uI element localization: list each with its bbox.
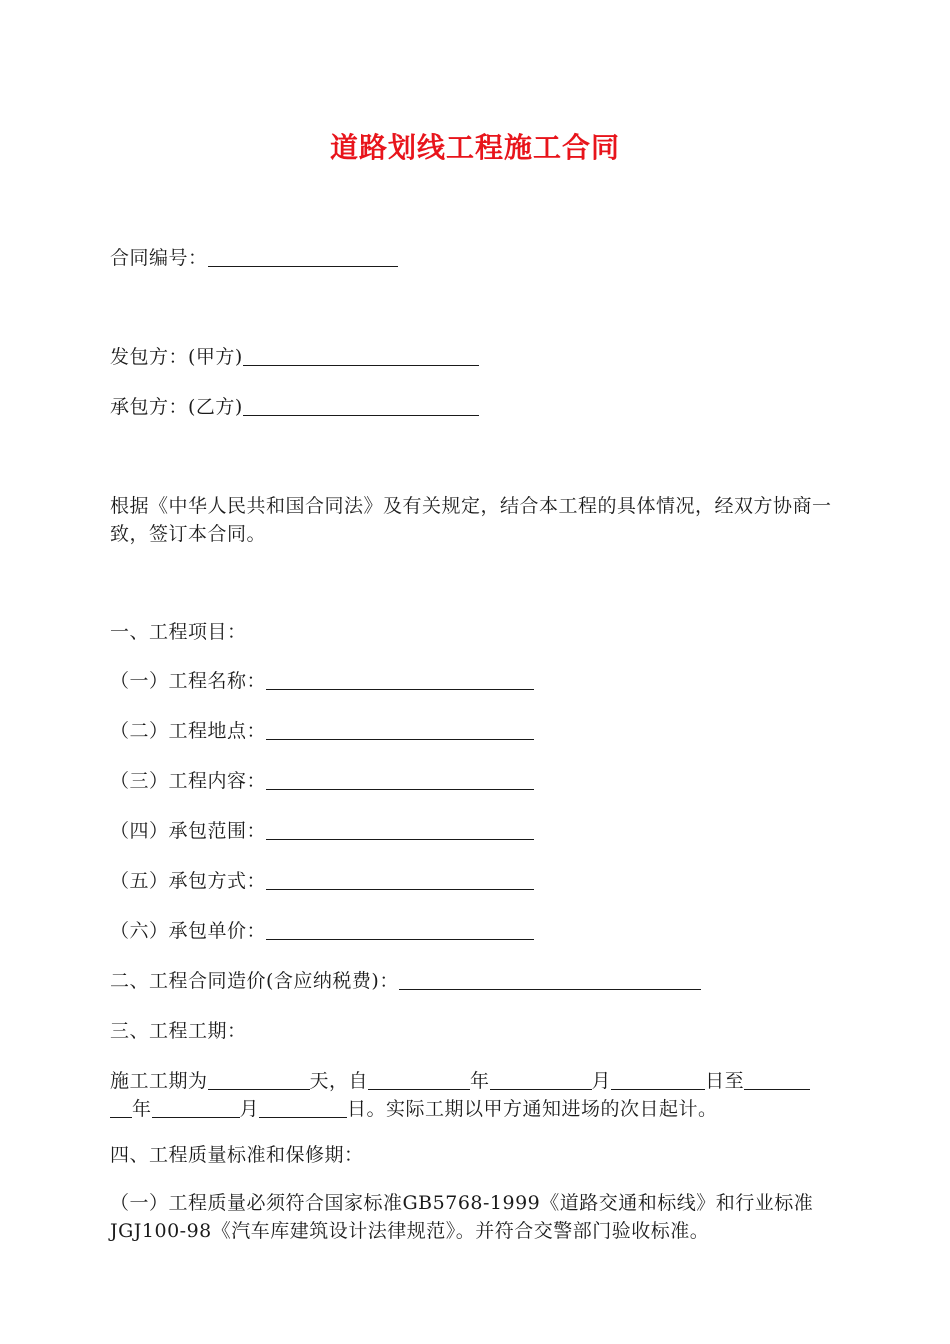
schedule-text: 月 [239, 1098, 260, 1120]
end-year-blank-b[interactable] [110, 1097, 132, 1118]
project-location-blank[interactable] [266, 719, 534, 740]
project-item-label: （四）承包范围： [110, 820, 267, 842]
project-price-blank[interactable] [266, 919, 534, 940]
project-item-label: （三）工程内容： [110, 770, 267, 792]
schedule-line-1 [110, 1066, 810, 1096]
project-scope-blank[interactable] [266, 819, 534, 840]
project-item [110, 916, 534, 946]
section2-heading: 二、工程合同造价(含应纳税费)： [110, 970, 399, 992]
section1-heading: 一、工程项目： [110, 621, 247, 643]
contract-no-label: 合同编号： [110, 247, 208, 269]
schedule-text: 日至 [705, 1070, 745, 1092]
party-a-label: 发包方：(甲方) [110, 346, 243, 368]
start-month-blank[interactable] [490, 1069, 592, 1090]
start-day-blank[interactable] [611, 1069, 705, 1090]
intro-paragraph: 根据《中华人民共和国合同法》及有关规定，结合本工程的具体情况，经双方协商一致，签订本合同。 [110, 495, 832, 545]
duration-days-blank[interactable] [208, 1069, 310, 1090]
contract-price-blank[interactable] [399, 969, 701, 990]
schedule-text: 天，自 [309, 1070, 369, 1092]
schedule-text: 日。实际工期以甲方通知进场的次日起计。 [347, 1098, 718, 1120]
schedule-text: 年 [132, 1098, 152, 1120]
end-day-blank[interactable] [259, 1097, 347, 1118]
project-item-label: （二）工程地点： [110, 720, 267, 742]
project-item-label: （六）承包单价： [110, 920, 267, 942]
contract-no-line [110, 243, 398, 273]
project-item [110, 816, 534, 846]
schedule-text: 施工工期为 [110, 1070, 208, 1092]
schedule-text: 年 [470, 1070, 490, 1092]
section3-heading: 三、工程工期： [110, 1020, 247, 1042]
project-item [110, 666, 534, 696]
project-item-label: （一）工程名称： [110, 670, 267, 692]
quality-standard-paragraph: （一）工程质量必须符合国家标准GB5768-1999《道路交通和标线》和行业标准JGJ100-98《汽车库建筑设计法律规范》。并符合交警部门验收标准。 [110, 1192, 814, 1242]
party-b-blank[interactable] [243, 395, 479, 416]
project-content-blank[interactable] [266, 769, 534, 790]
party-b-line [110, 392, 479, 422]
section2-line [110, 966, 701, 996]
schedule-text: 月 [591, 1070, 612, 1092]
end-month-blank[interactable] [152, 1097, 240, 1118]
project-method-blank[interactable] [266, 869, 534, 890]
project-item [110, 766, 534, 796]
party-b-label: 承包方：(乙方) [110, 396, 243, 418]
project-item [110, 716, 534, 746]
party-a-line [110, 342, 479, 372]
project-name-blank[interactable] [266, 669, 534, 690]
end-year-blank-a[interactable] [744, 1069, 810, 1090]
project-item [110, 866, 534, 896]
project-item-label: （五）承包方式： [110, 870, 267, 892]
page-title: 道路划线工程施工合同 [329, 131, 620, 164]
schedule-line-2 [110, 1094, 718, 1124]
section4-heading: 四、工程质量标准和保修期： [110, 1144, 364, 1166]
start-year-blank[interactable] [368, 1069, 470, 1090]
contract-no-blank[interactable] [208, 246, 398, 267]
party-a-blank[interactable] [243, 345, 479, 366]
